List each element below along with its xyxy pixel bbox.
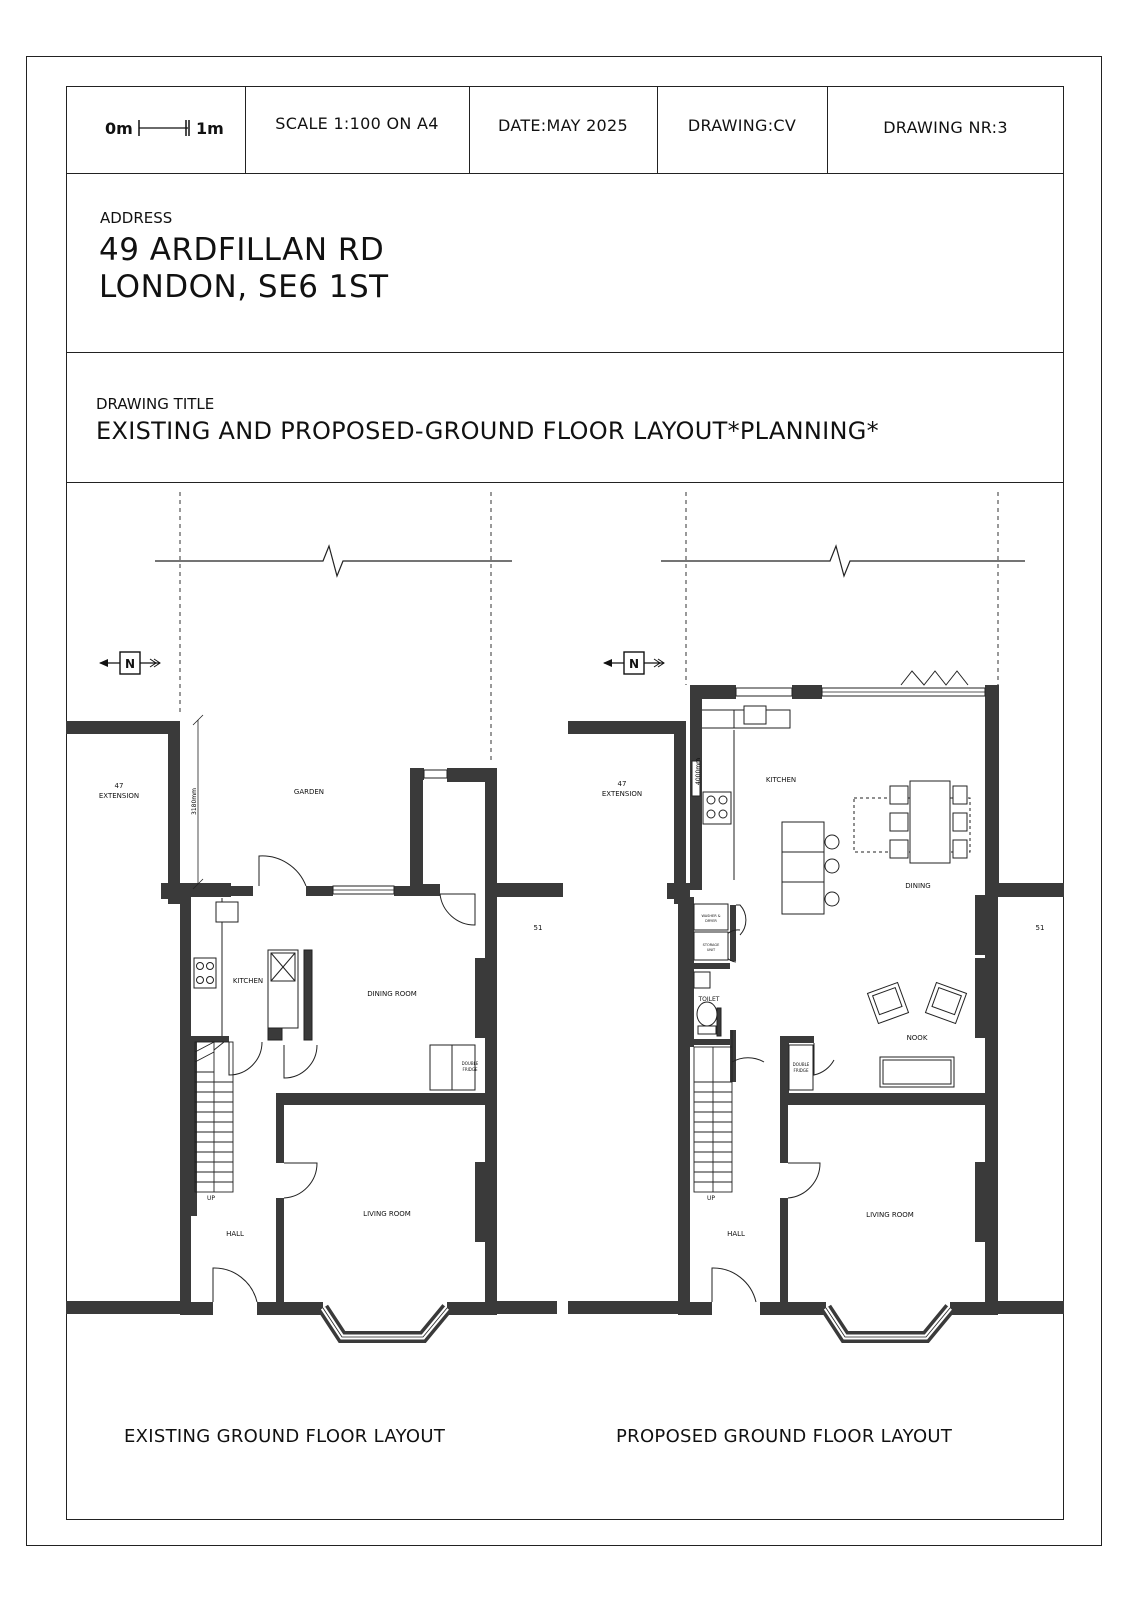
break-line	[661, 546, 1025, 576]
room-label-hall: HALL	[727, 1230, 745, 1238]
storage-label-line-2: UNIT	[706, 948, 716, 952]
scale-end: 1m	[195, 119, 224, 138]
drawing-nr-text: DRAWING NR:3	[883, 118, 1008, 137]
room-label-kitchen: KITCHEN	[232, 977, 264, 985]
existing-walls	[66, 721, 563, 1315]
neighbour-51-label: 51	[1035, 924, 1045, 932]
scale-text: SCALE 1:100 ON A4	[275, 114, 439, 133]
stair-up-label: UP	[706, 1195, 716, 1202]
room-label-living-room: LIVING ROOM	[363, 1210, 411, 1218]
fridge-label-line-2: FRIDGE	[462, 1067, 478, 1072]
existing-stairs	[195, 1042, 233, 1192]
neighbour-47-label: EXTENSION	[98, 792, 140, 800]
existing-plan-caption: EXISTING GROUND FLOOR LAYOUT	[124, 1426, 446, 1447]
drawing-title: EXISTING AND PROPOSED-GROUND FLOOR LAYOUT*PLANNING*	[96, 417, 879, 445]
washer-label-line-2: DRYER	[705, 919, 717, 923]
neighbour-51-label: 51	[533, 924, 543, 932]
fridge-label-line-1: DOUBLE	[461, 1061, 479, 1066]
address-label: ADDRESS	[100, 209, 173, 227]
neighbour-47-number: 47	[114, 782, 124, 790]
existing-kitchen-fixtures	[194, 898, 475, 1090]
washer-label-line-1: WASHER &	[701, 914, 721, 918]
room-label-toilet: TOILET	[698, 996, 720, 1003]
fridge-label-line-1: DOUBLE	[792, 1062, 810, 1067]
date-text: DATE:MAY 2025	[497, 116, 628, 135]
room-label-nook: NOOK	[906, 1034, 928, 1042]
dimension-label: 3180mm	[191, 788, 198, 815]
room-label-living-room: LIVING ROOM	[866, 1211, 914, 1219]
room-label-kitchen: KITCHEN	[765, 776, 797, 784]
room-label-dining: DINING	[905, 882, 931, 890]
north-label: N	[628, 657, 640, 671]
proposed-stairs	[694, 1047, 732, 1192]
proposed-plan	[568, 492, 1064, 1337]
fridge-label-line-2: FRIDGE	[793, 1068, 809, 1073]
proposed-plan-caption: PROPOSED GROUND FLOOR LAYOUT	[616, 1426, 953, 1447]
stair-up-label: UP	[206, 1195, 216, 1202]
drawing-title-label: DRAWING TITLE	[96, 395, 215, 413]
proposed-walls	[568, 685, 1064, 1315]
address-line-1: 49 ARDFILLAN RD	[99, 232, 385, 268]
room-label-hall: HALL	[226, 1230, 244, 1238]
drawing-text: DRAWING:CV	[687, 116, 797, 135]
dimension-label: 4000mm	[695, 758, 702, 785]
room-label-garden: GARDEN	[293, 788, 325, 796]
break-line	[155, 546, 512, 576]
room-label-dining-room: DINING ROOM	[367, 990, 417, 998]
neighbour-47-number: 47	[617, 780, 627, 788]
scale-start: 0m	[105, 119, 133, 138]
address-line-2: LONDON, SE6 1ST	[99, 269, 389, 305]
storage-label-line-1: STORAGE	[702, 943, 720, 947]
neighbour-47-label: EXTENSION	[601, 790, 643, 798]
north-label: N	[124, 657, 136, 671]
existing-plan	[66, 492, 563, 1337]
